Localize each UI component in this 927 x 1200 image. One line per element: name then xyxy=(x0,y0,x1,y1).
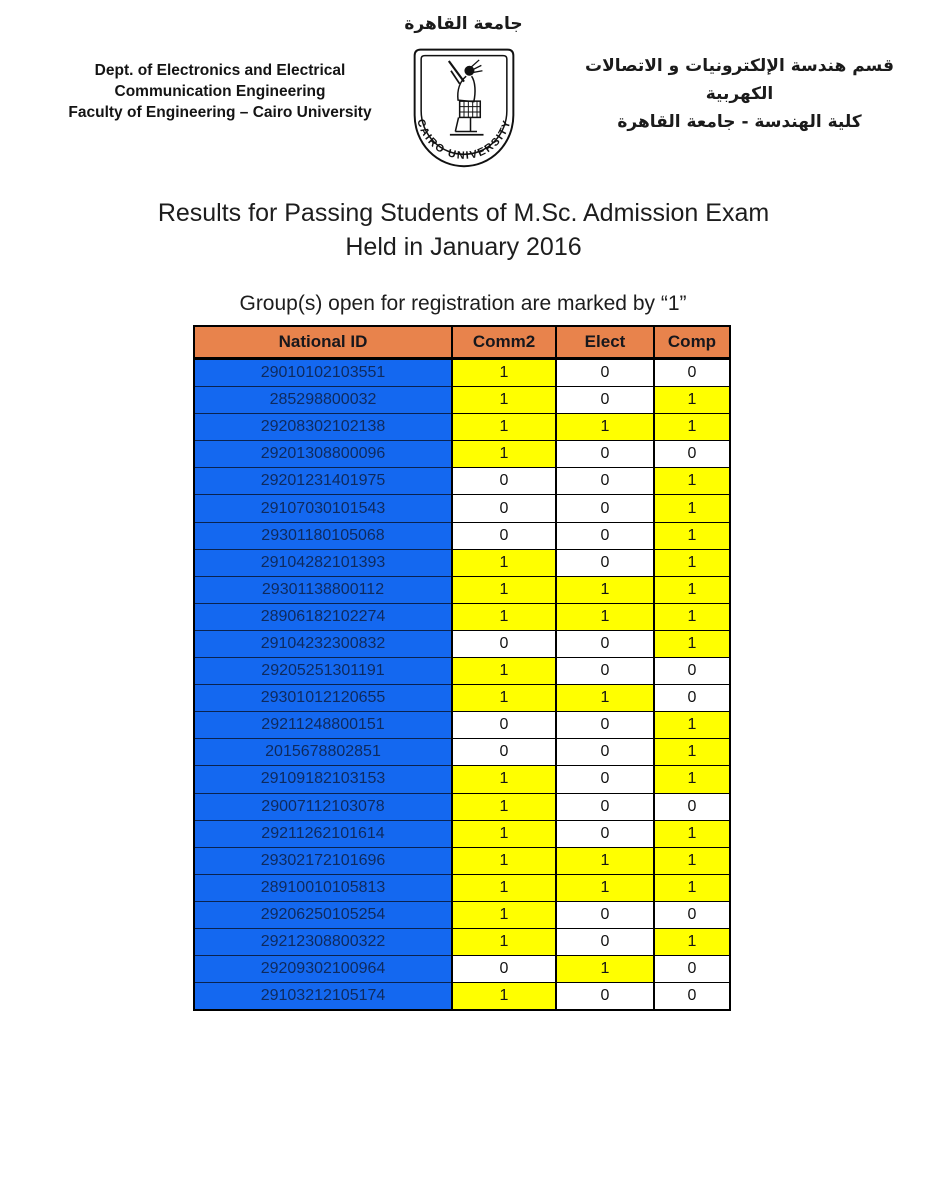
comm2-value-cell: 1 xyxy=(452,441,556,468)
column-header-national-id: National ID xyxy=(194,326,452,359)
national-id-cell: 29211248800151 xyxy=(194,712,452,739)
table-row xyxy=(194,414,730,441)
elect-value-cell: 1 xyxy=(556,847,654,874)
comm2-value-cell: 1 xyxy=(452,685,556,712)
national-id-cell: 28906182102274 xyxy=(194,603,452,630)
comp-value-cell: 1 xyxy=(654,766,730,793)
table-row xyxy=(194,766,730,793)
comm2-value-cell: 1 xyxy=(452,549,556,576)
national-id-cell: 29104232300832 xyxy=(194,630,452,657)
table-row xyxy=(194,983,730,1011)
table-row xyxy=(194,359,730,387)
national-id-cell: 29201308800096 xyxy=(194,441,452,468)
table-row xyxy=(194,874,730,901)
elect-value-cell: 1 xyxy=(556,685,654,712)
department-name-arabic xyxy=(552,52,927,136)
elect-value-cell: 0 xyxy=(556,359,654,387)
elect-value-cell: 0 xyxy=(556,928,654,955)
table-row xyxy=(194,658,730,685)
national-id-cell: 29301012120655 xyxy=(194,685,452,712)
department-arabic-line2: كلية الهندسة - جامعة القاهرة xyxy=(617,112,862,132)
comp-value-cell: 1 xyxy=(654,603,730,630)
department-english-line3: Faculty of Engineering – Cairo University xyxy=(68,104,372,121)
comp-value-cell: 0 xyxy=(654,983,730,1011)
comp-value-cell: 0 xyxy=(654,441,730,468)
comp-value-cell: 1 xyxy=(654,712,730,739)
comp-value-cell: 0 xyxy=(654,658,730,685)
comm2-value-cell: 1 xyxy=(452,928,556,955)
department-name-english xyxy=(45,60,395,123)
results-table xyxy=(193,325,731,1011)
national-id-cell: 29010102103551 xyxy=(194,359,452,387)
comp-value-cell: 0 xyxy=(654,685,730,712)
table-row xyxy=(194,901,730,928)
table-row xyxy=(194,387,730,414)
comp-value-cell: 1 xyxy=(654,847,730,874)
elect-value-cell: 0 xyxy=(556,820,654,847)
comp-value-cell: 1 xyxy=(654,928,730,955)
comm2-value-cell: 0 xyxy=(452,712,556,739)
table-row xyxy=(194,820,730,847)
comm2-value-cell: 1 xyxy=(452,603,556,630)
national-id-cell: 29211262101614 xyxy=(194,820,452,847)
department-english-line1: Dept. of Electronics and Electrical xyxy=(94,62,346,79)
national-id-cell: 29301138800112 xyxy=(194,576,452,603)
table-row xyxy=(194,712,730,739)
elect-value-cell: 0 xyxy=(556,901,654,928)
logo-banner-text: CAIRO UNIVERSITY xyxy=(414,117,514,163)
table-row xyxy=(194,739,730,766)
comp-value-cell: 0 xyxy=(654,793,730,820)
national-id-cell: 29205251301191 xyxy=(194,658,452,685)
results-table-body xyxy=(194,359,730,1011)
comm2-value-cell: 1 xyxy=(452,658,556,685)
comm2-value-cell: 0 xyxy=(452,522,556,549)
table-row xyxy=(194,441,730,468)
national-id-cell: 29007112103078 xyxy=(194,793,452,820)
table-row xyxy=(194,956,730,983)
comp-value-cell: 1 xyxy=(654,874,730,901)
column-header-elect: Elect xyxy=(556,326,654,359)
comp-value-cell: 1 xyxy=(654,468,730,495)
comm2-value-cell: 1 xyxy=(452,847,556,874)
elect-value-cell: 0 xyxy=(556,739,654,766)
table-row xyxy=(194,685,730,712)
comp-value-cell: 1 xyxy=(654,630,730,657)
comm2-value-cell: 1 xyxy=(452,387,556,414)
comm2-value-cell: 0 xyxy=(452,495,556,522)
table-row xyxy=(194,468,730,495)
elect-value-cell: 0 xyxy=(556,468,654,495)
page-title-line1: Results for Passing Students of M.Sc. Admission Exam xyxy=(157,199,770,227)
elect-value-cell: 0 xyxy=(556,630,654,657)
table-row xyxy=(194,522,730,549)
elect-value-cell: 1 xyxy=(556,576,654,603)
elect-value-cell: 0 xyxy=(556,983,654,1011)
department-arabic-line1: قسم هندسة الإلكترونيات و الاتصالات الكهربية xyxy=(585,56,894,104)
table-row xyxy=(194,495,730,522)
national-id-cell: 2015678802851 xyxy=(194,739,452,766)
university-name-arabic: جامعة القاهرة xyxy=(404,14,523,34)
national-id-cell: 29301180105068 xyxy=(194,522,452,549)
table-row xyxy=(194,793,730,820)
elect-value-cell: 1 xyxy=(556,603,654,630)
elect-value-cell: 1 xyxy=(556,414,654,441)
comm2-value-cell: 0 xyxy=(452,739,556,766)
comp-value-cell: 0 xyxy=(654,956,730,983)
department-english-line2: Communication Engineering xyxy=(114,83,326,100)
elect-value-cell: 0 xyxy=(556,495,654,522)
national-id-cell: 29206250105254 xyxy=(194,901,452,928)
column-header-comm2: Comm2 xyxy=(452,326,556,359)
table-row xyxy=(194,603,730,630)
comm2-value-cell: 1 xyxy=(452,793,556,820)
elect-value-cell: 1 xyxy=(556,956,654,983)
page-title-line2: Held in January 2016 xyxy=(345,233,582,261)
elect-value-cell: 0 xyxy=(556,441,654,468)
comp-value-cell: 1 xyxy=(654,495,730,522)
table-row xyxy=(194,549,730,576)
table-row xyxy=(194,630,730,657)
elect-value-cell: 0 xyxy=(556,712,654,739)
table-header-row xyxy=(194,326,730,359)
comm2-value-cell: 1 xyxy=(452,874,556,901)
comm2-value-cell: 1 xyxy=(452,901,556,928)
national-id-cell: 29209302100964 xyxy=(194,956,452,983)
comm2-value-cell: 1 xyxy=(452,820,556,847)
elect-value-cell: 0 xyxy=(556,658,654,685)
comp-value-cell: 1 xyxy=(654,576,730,603)
national-id-cell: 29201231401975 xyxy=(194,468,452,495)
table-row xyxy=(194,928,730,955)
column-header-comp: Comp xyxy=(654,326,730,359)
table-row xyxy=(194,576,730,603)
elect-value-cell: 0 xyxy=(556,522,654,549)
comm2-value-cell: 1 xyxy=(452,359,556,387)
comm2-value-cell: 0 xyxy=(452,468,556,495)
national-id-cell: 29104282101393 xyxy=(194,549,452,576)
elect-value-cell: 0 xyxy=(556,766,654,793)
comp-value-cell: 0 xyxy=(654,359,730,387)
comm2-value-cell: 1 xyxy=(452,983,556,1011)
comm2-value-cell: 1 xyxy=(452,576,556,603)
comm2-value-cell: 1 xyxy=(452,414,556,441)
elect-value-cell: 0 xyxy=(556,387,654,414)
elect-value-cell: 0 xyxy=(556,793,654,820)
comm2-value-cell: 1 xyxy=(452,766,556,793)
comp-value-cell: 1 xyxy=(654,414,730,441)
national-id-cell: 29208302102138 xyxy=(194,414,452,441)
scribe-figure xyxy=(449,60,484,135)
table-row xyxy=(194,847,730,874)
comp-value-cell: 1 xyxy=(654,739,730,766)
comm2-value-cell: 0 xyxy=(452,630,556,657)
comp-value-cell: 1 xyxy=(654,549,730,576)
national-id-cell: 29212308800322 xyxy=(194,928,452,955)
national-id-cell: 285298800032 xyxy=(194,387,452,414)
national-id-cell: 29109182103153 xyxy=(194,766,452,793)
elect-value-cell: 1 xyxy=(556,874,654,901)
comp-value-cell: 1 xyxy=(654,387,730,414)
national-id-cell: 29302172101696 xyxy=(194,847,452,874)
cairo-university-logo xyxy=(406,48,522,176)
national-id-cell: 28910010105813 xyxy=(194,874,452,901)
national-id-cell: 29103212105174 xyxy=(194,983,452,1011)
comm2-value-cell: 0 xyxy=(452,956,556,983)
national-id-cell: 29107030101543 xyxy=(194,495,452,522)
table-caption: Group(s) open for registration are marked by “1” xyxy=(239,292,687,315)
page-title xyxy=(0,196,927,264)
comp-value-cell: 0 xyxy=(654,901,730,928)
comp-value-cell: 1 xyxy=(654,522,730,549)
comp-value-cell: 1 xyxy=(654,820,730,847)
elect-value-cell: 0 xyxy=(556,549,654,576)
